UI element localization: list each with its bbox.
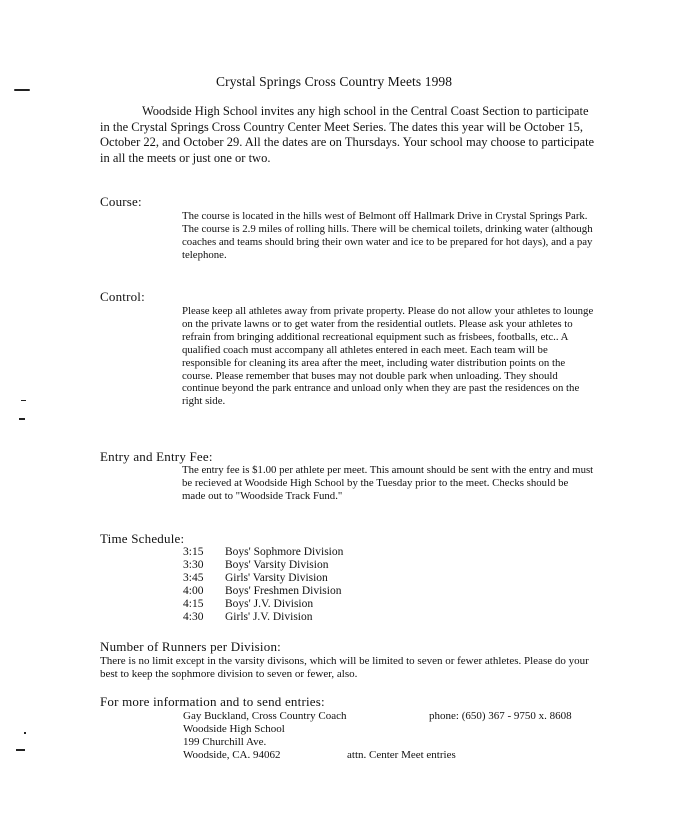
contact-phone: phone: (650) 367 - 9750 x. 8608	[429, 710, 572, 722]
entry-text	[182, 464, 594, 503]
schedule-division: Boys' J.V. Division	[225, 598, 314, 610]
runners-text	[100, 655, 590, 681]
runners-heading: Number of Runners per Division:	[100, 639, 281, 654]
schedule-division: Boys' Sophmore Division	[225, 546, 344, 558]
contact-attn: attn. Center Meet entries	[347, 749, 456, 761]
course-paragraph: The course is located in the hills west of Belmont off Hallmark Drive in Crystal Springs Park. The course is 2.9 miles of rolling hills. There will be chemical toilets, drinking water (although coaches and teams should bring their own water and ice to be prepared for hot days), and a pay telephone.	[182, 210, 593, 261]
schedule-division: Girls' J.V. Division	[225, 611, 313, 623]
schedule-time: 3:45	[183, 572, 204, 584]
contact-street: 199 Churchill Ave.	[183, 736, 267, 748]
course-heading: Course:	[100, 194, 142, 209]
contact-name: Gay Buckland, Cross Country Coach	[183, 710, 347, 722]
scan-mark	[19, 418, 25, 420]
control-heading: Control:	[100, 289, 145, 304]
schedule-time: 4:15	[183, 598, 204, 610]
schedule-time: 4:00	[183, 585, 204, 597]
runners-paragraph: There is no limit except in the varsity divisons, which will be limited to seven or fewer athletes. Please do your best to keep the sophmore division to seven or fewer, also.	[100, 655, 589, 680]
scan-mark	[21, 400, 26, 401]
info-heading: For more information and to send entries:	[100, 694, 325, 709]
schedule-time: 4:30	[183, 611, 204, 623]
control-text	[182, 305, 594, 408]
schedule-heading: Time Schedule:	[100, 531, 185, 546]
scan-mark	[14, 89, 30, 91]
schedule-division: Girls' Varsity Division	[225, 572, 328, 584]
intro-text: Woodside High School invites any high school in the Central Coast Section to participate in the Crystal Springs Cross Country Center Meet Series. The dates this year will be October 15, October 22, and October 29. All the dates are on Thursdays. Your school may choose to participate in all the meets or just one or two.	[100, 104, 595, 165]
contact-school: Woodside High School	[183, 723, 285, 735]
schedule-division: Boys' Varsity Division	[225, 559, 329, 571]
scan-mark	[16, 749, 25, 751]
control-paragraph: Please keep all athletes away from private property. Please do not allow your athletes to lounge on the private lawns or to get water from the residential outlets. Please ask your athletes to refrain from bringing additional recreational equipment such as frisbees, footballs, etc.. A qualified coach must accompany all athletes entered in each meet. Each team will be responsible for cleaning its area after the meet, including water distribution points on the course. Please remember that buses may not double park when unloading. They should continue beyond the park entrance and unload only when they are past the residences on the right side.	[182, 305, 594, 408]
entry-paragraph: The entry fee is $1.00 per athlete per meet. This amount should be sent with the entry and must be recieved at Woodside High School by the Tuesday prior to the meet. Checks should be made out to "Woodside Track Fund."	[182, 464, 594, 502]
schedule-time: 3:30	[183, 559, 204, 571]
schedule-table	[183, 546, 443, 626]
scan-mark	[24, 732, 26, 734]
intro-paragraph	[100, 104, 600, 166]
schedule-division: Boys' Freshmen Division	[225, 585, 342, 597]
schedule-time: 3:15	[183, 546, 204, 558]
contact-city: Woodside, CA. 94062	[183, 749, 281, 761]
entry-heading: Entry and Entry Fee:	[100, 449, 213, 464]
document-title: Crystal Springs Cross Country Meets 1998	[216, 74, 453, 89]
course-text	[182, 210, 594, 262]
